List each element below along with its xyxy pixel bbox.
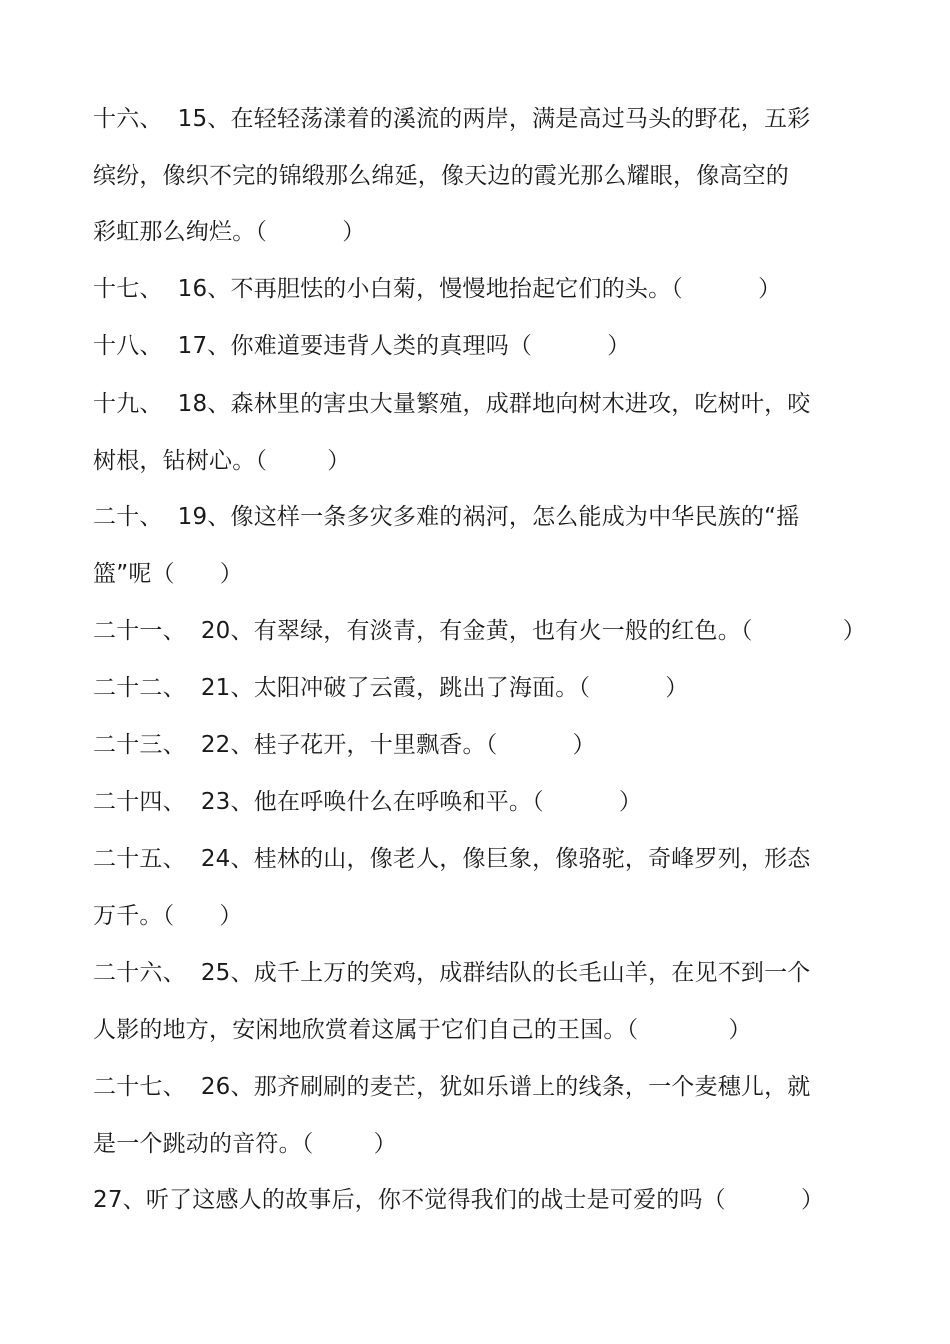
line-17: 人影的地方，安闲地欣赏着这属于它们自己的王国。（ ）	[93, 1017, 752, 1043]
line-14: 二十五、 24、桂林的山，像老人，像巨象，像骆驼，奇峰罗列，形态	[93, 846, 811, 872]
line-10: 二十一、 20、有翠绿，有淡青，有金黄，也有火一般的红色。（ ）	[93, 618, 866, 644]
line-9: 篮”呢（ ）	[93, 561, 243, 587]
line-11: 二十二、 21、太阳冲破了云霞，跳出了海面。（ ）	[93, 675, 689, 701]
line-1: 十六、 15、在轻轻荡漾着的溪流的两岸，满是高过马头的野花，五彩	[93, 106, 811, 132]
line-13: 二十四、 23、他在呼唤什么在呼唤和平。（ ）	[93, 789, 643, 815]
line-7: 树根，钻树心。（ ）	[93, 448, 351, 474]
line-8: 二十、 19、像这样一条多灾多难的祸河，怎么能成为中华民族的“摇	[93, 504, 800, 530]
line-3: 彩虹那么绚烂。（ ）	[93, 219, 366, 245]
line-5: 十八、 17、你难道要违背人类的真理吗（ ）	[93, 333, 631, 359]
line-6: 十九、 18、森林里的害虫大量繁殖，成群地向树木进攻，吃树叶，咬	[93, 391, 811, 417]
line-2: 缤纷，像织不完的锦缎那么绵延，像天边的霞光那么耀眼，像高空的	[93, 163, 789, 189]
line-12: 二十三、 22、桂子花开，十里飘香。（ ）	[93, 732, 596, 758]
line-20: 27、听了这感人的故事后，你不觉得我们的战士是可爱的吗（ ）	[93, 1187, 825, 1213]
line-4: 十七、 16、不再胆怯的小白菊，慢慢地抬起它们的头。（ ）	[93, 276, 782, 302]
line-18: 二十七、 26、那齐刷刷的麦芒，犹如乐谱上的线条，一个麦穗儿，就	[93, 1074, 811, 1100]
line-19: 是一个跳动的音符。（ ）	[93, 1131, 397, 1157]
line-16: 二十六、 25、成千上万的笑鸡，成群结队的长毛山羊，在见不到一个	[93, 960, 811, 986]
line-15: 万千。（ ）	[93, 903, 243, 929]
